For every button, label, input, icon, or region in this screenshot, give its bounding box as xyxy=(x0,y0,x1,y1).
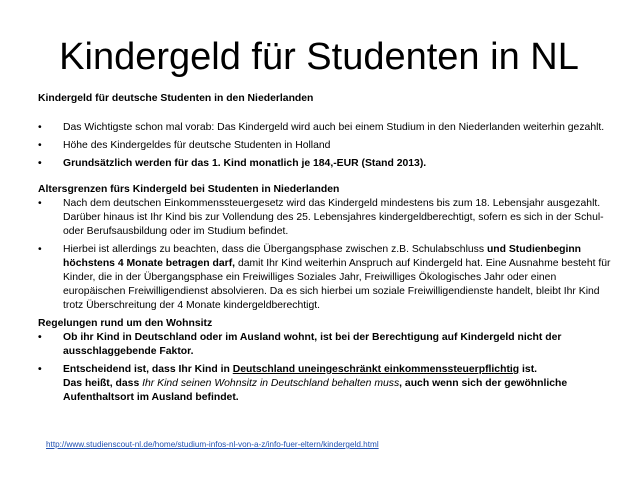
section-heading-age-limits: Altersgrenzen fürs Kindergeld bei Studenten in Niederlanden xyxy=(38,184,340,195)
bullet-text: Hierbei ist allerdings zu beachten, dass die Übergangsphase zwischen z.B. Schulabschluss xyxy=(63,244,487,255)
bullet-text: Nach dem deutschen Einkommenssteuergesetz wird das Kindergeld mindestens bis zum 18. Lebensjahr ausgezahlt. Darüber hinaus ist Ihr Kind bis zur Vollendung des 25. Lebensjahres kindergeldberechtigt, sofern es sich in der Schul- oder Berufsausbildung oder im Studium befindet. xyxy=(63,198,604,237)
list-item xyxy=(38,363,618,405)
bullet-text: Grundsätzlich werden für das 1. Kind monatlich je 184,-EUR (Stand 2013). xyxy=(63,158,427,169)
bullet-icon: • xyxy=(38,158,42,169)
list-item xyxy=(38,139,618,153)
bullet-text: , auch wenn sich der gewöhnliche Aufenthaltsort im Ausland befindet. xyxy=(63,378,568,403)
bullet-text-italic: Ihr Kind seinen Wohnsitz in Deutschland behalten muss xyxy=(142,378,400,389)
list-item xyxy=(38,243,618,313)
list-item xyxy=(38,197,618,239)
bullet-icon: • xyxy=(38,364,42,375)
bullet-text: Ob ihr Kind in Deutschland oder im Ausland wohnt, ist bei der Berechtigung auf Kindergeld nicht der ausschlaggebende Faktor. xyxy=(63,332,562,357)
bullet-text-underlined: Deutschland uneingeschränkt einkommenssteuerpflichtig xyxy=(232,364,520,375)
bullet-icon: • xyxy=(38,122,42,133)
bullet-list-section2 xyxy=(38,197,618,313)
section-heading-residence: Regelungen rund um den Wohnsitz xyxy=(38,318,213,329)
source-link[interactable]: http://www.studienscout-nl.de/home/studium-infos-nl-von-a-z/info-fuer-eltern/kindergeld.html xyxy=(46,440,379,449)
bullet-icon: • xyxy=(38,332,42,343)
bullet-icon: • xyxy=(38,244,42,255)
bullet-text: ist. xyxy=(519,364,538,375)
bullet-text: Das heißt, dass xyxy=(63,378,143,389)
bullet-icon: • xyxy=(38,140,42,151)
section-heading-students-nl: Kindergeld für deutsche Studenten in den Niederlanden xyxy=(38,93,314,104)
bullet-text: damit Ihr Kind weiterhin Anspruch auf Kindergeld hat. Eine Ausnahme besteht für Kinder, die in der Übergangsphase ein Freiwilliges Soziales Jahr, Freiwilliges Ökologisches Jahr oder einen europäischen Freiwilligendienst absolvieren. Da es sich hierbei um soziale Freiwilligendienste handelt, bleibt Ihr Kind trotz Überschreitung der 4 Monate kindergeldberechtigt. xyxy=(63,258,611,311)
bullet-text: Das Wichtigste schon mal vorab: Das Kindergeld wird auch bei einem Studium in den Niederlanden weiterhin gezahlt. xyxy=(63,122,605,133)
list-item xyxy=(38,331,618,359)
bullet-list-section3 xyxy=(38,331,618,405)
list-item xyxy=(38,121,618,135)
slide-content xyxy=(38,92,618,409)
bullet-text-bold: und Studienbeginn höchstens 4 Monate betragen darf, xyxy=(63,244,582,269)
bullet-list-section1 xyxy=(38,121,618,171)
slide-title: Kindergeld für Studenten in NL xyxy=(59,36,579,78)
bullet-text: Entscheidend ist, dass Ihr Kind in xyxy=(63,364,233,375)
bullet-icon: • xyxy=(38,198,42,209)
bullet-text: Höhe des Kindergeldes für deutsche Studenten in Holland xyxy=(63,140,331,151)
list-item xyxy=(38,157,618,171)
